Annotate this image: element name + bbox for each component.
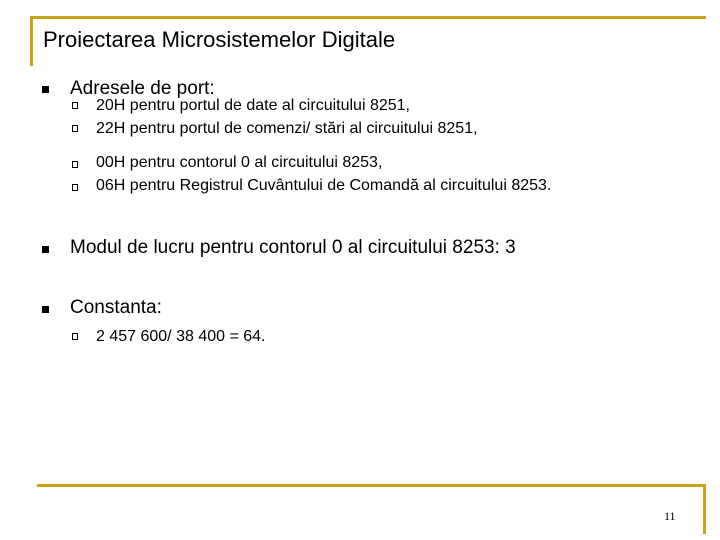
page-number: 11: [664, 509, 676, 523]
sub-bullet-checkbox-icon: [72, 333, 78, 340]
bullet-text-counter-mode: Modul de lucru pentru contorul 0 al circuitului 8253: 3: [70, 237, 516, 258]
sub-bullet-text: 2 457 600/ 38 400 = 64.: [96, 328, 266, 345]
sub-bullet-checkbox-icon: [72, 125, 78, 132]
bullet-square-icon: [42, 306, 49, 313]
title-frame-left-line: [30, 16, 33, 66]
sub-bullet-text: 20H pentru portul de date al circuitului 8251,: [96, 97, 410, 114]
sub-bullet-checkbox-icon: [72, 184, 78, 191]
sub-bullet-checkbox-icon: [72, 161, 78, 168]
bullet-text-constant: Constanta:: [70, 297, 162, 318]
title-frame-top-line: [30, 16, 706, 19]
footer-line: [37, 484, 706, 487]
slide-title: Proiectarea Microsistemelor Digitale: [43, 27, 396, 52]
bullet-square-icon: [42, 86, 49, 93]
bullet-text-port-addresses: Adresele de port:: [70, 78, 215, 99]
sub-bullet-checkbox-icon: [72, 102, 78, 109]
footer-frame-right-line: [703, 484, 706, 534]
sub-bullet-text: 00H pentru contorul 0 al circuitului 8253,: [96, 154, 383, 171]
bullet-square-icon: [42, 246, 49, 253]
sub-bullet-text: 06H pentru Registrul Cuvântului de Comandă al circuitului 8253.: [96, 177, 552, 194]
sub-bullet-text: 22H pentru portul de comenzi/ stări al circuitului 8251,: [96, 120, 478, 137]
